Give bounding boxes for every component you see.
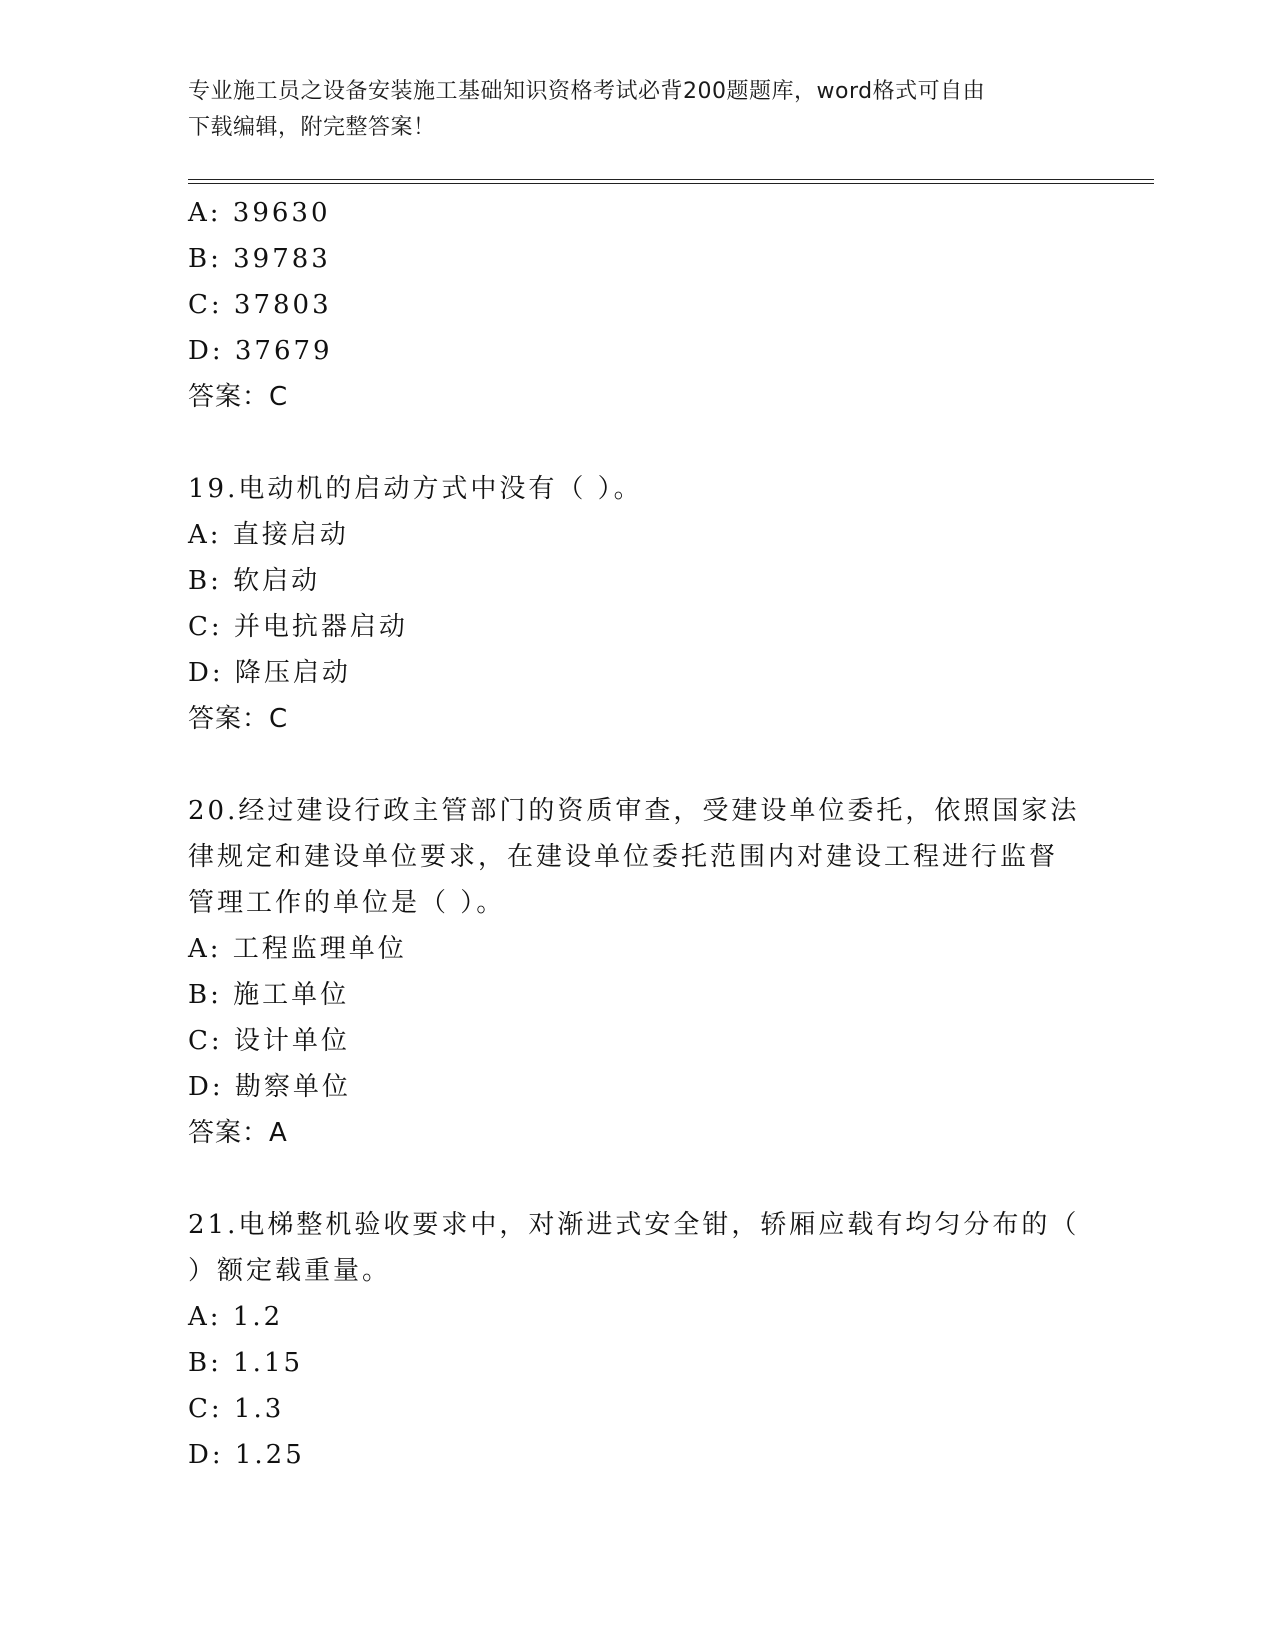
option-d: D: 1.25 — [188, 1440, 305, 1470]
answer: 答案：C — [188, 704, 289, 734]
header-divider-bottom — [188, 183, 1154, 184]
option-a: A: 工程监理单位 — [188, 934, 407, 964]
header-divider-top — [188, 179, 1154, 180]
option-d: D: 勘察单位 — [188, 1072, 351, 1102]
option-b: B: 软启动 — [188, 566, 321, 596]
question-20 — [188, 788, 1088, 1156]
option-a: A: 1.2 — [188, 1302, 284, 1332]
option-c: C: 37803 — [188, 290, 332, 320]
option-b: B: 39783 — [188, 244, 331, 274]
question-list — [188, 190, 1088, 1478]
question-21 — [188, 1202, 1088, 1478]
question-text-line-1: 20.经过建设行政主管部门的资质审查，受建设单位委托，依照国家法 — [188, 796, 1080, 826]
option-a: A: 39630 — [188, 198, 331, 228]
option-c: C: 1.3 — [188, 1394, 285, 1424]
header-title-line-1: 专业施工员之设备安装施工基础知识资格考试必背200题题库，word格式可自由 — [188, 79, 986, 104]
option-b: B: 1.15 — [188, 1348, 304, 1378]
question-text-line-1: 21.电梯整机验收要求中，对渐进式安全钳，轿厢应载有均匀分布的（ — [188, 1210, 1080, 1240]
option-d: D: 37679 — [188, 336, 333, 366]
option-c: C: 设计单位 — [188, 1026, 350, 1056]
header-title-line-2: 下载编辑，附完整答案！ — [188, 115, 436, 140]
question-text-line-3: 管理工作的单位是（ ）。 — [188, 888, 506, 918]
option-b: B: 施工单位 — [188, 980, 350, 1010]
option-d: D: 降压启动 — [188, 658, 351, 688]
question-19 — [188, 466, 1088, 742]
question-18-continued — [188, 190, 1088, 420]
option-c: C: 并电抗器启动 — [188, 612, 408, 642]
answer: 答案：C — [188, 382, 289, 412]
option-a: A: 直接启动 — [188, 520, 349, 550]
answer: 答案：A — [188, 1118, 288, 1148]
question-text: 19.电动机的启动方式中没有（ ）。 — [188, 474, 643, 504]
question-text-line-2: ）额定载重量。 — [188, 1256, 392, 1286]
question-text-line-2: 律规定和建设单位要求，在建设单位委托范围内对建设工程进行监督 — [188, 842, 1059, 872]
document-header — [188, 74, 1088, 146]
